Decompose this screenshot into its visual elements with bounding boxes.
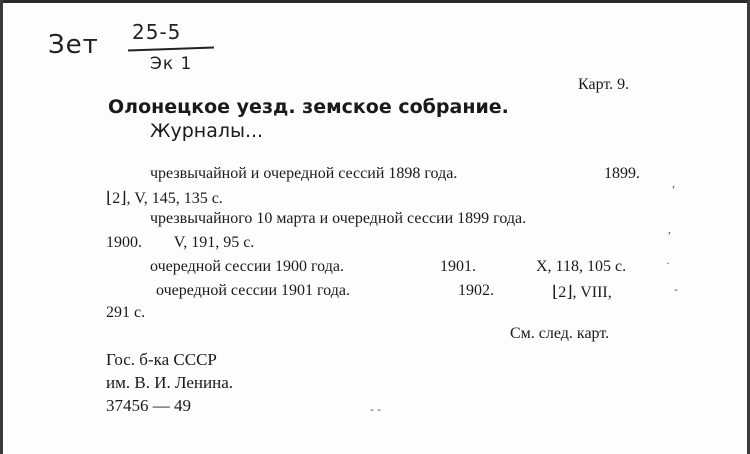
entry-2-text: чрезвычайного 10 марта и очередной сессии 1899 года. bbox=[150, 210, 527, 227]
entry-2-details: 1900. V, 191, 95 с. bbox=[106, 234, 255, 251]
handwritten-shelf-denominator: Эк 1 bbox=[150, 54, 193, 74]
entry-4-text: очередной сессии 1901 года. bbox=[156, 282, 350, 299]
handwritten-shelf-numerator: 25-5 bbox=[132, 20, 182, 44]
card-top-edge bbox=[0, 0, 750, 3]
entry-1-year: 1899. bbox=[604, 165, 640, 182]
card-subtitle: Журналы... bbox=[150, 120, 264, 142]
entry-3-text: очередной сессии 1900 года. bbox=[150, 258, 344, 275]
handwritten-shelf-prefix: Зет bbox=[48, 30, 99, 60]
stray-mark: - bbox=[674, 282, 678, 296]
stray-mark: - - bbox=[370, 402, 381, 416]
card-title: Олонецкое уезд. земское собрание. bbox=[108, 96, 509, 118]
card-number: Карт. 9. bbox=[578, 76, 630, 93]
handwritten-fraction-line bbox=[128, 46, 214, 51]
entry-3-year: 1901. bbox=[440, 258, 476, 275]
entry-1-text: чрезвычайной и очередной сессий 1898 года. bbox=[150, 165, 458, 182]
card-left-edge bbox=[0, 0, 3, 454]
entry-4-pages: 291 с. bbox=[106, 304, 146, 321]
library-named-after: им. В. И. Ленина. bbox=[106, 373, 234, 392]
see-next-card: См. след. карт. bbox=[510, 325, 610, 342]
entry-1-details: ⌊2⌋, V, 145, 135 с. bbox=[106, 190, 223, 207]
entry-4-year: 1902. bbox=[458, 282, 494, 299]
stray-mark: · bbox=[666, 256, 670, 270]
entry-4-details: ⌊2⌋, VIII, bbox=[552, 284, 612, 301]
library-print-code: 37456 — 49 bbox=[106, 396, 191, 415]
entry-3-details: X, 118, 105 с. bbox=[536, 258, 627, 275]
stray-mark: , bbox=[672, 176, 675, 190]
library-name: Гос. б-ка СССР bbox=[106, 350, 217, 369]
stray-mark: , bbox=[668, 222, 671, 236]
